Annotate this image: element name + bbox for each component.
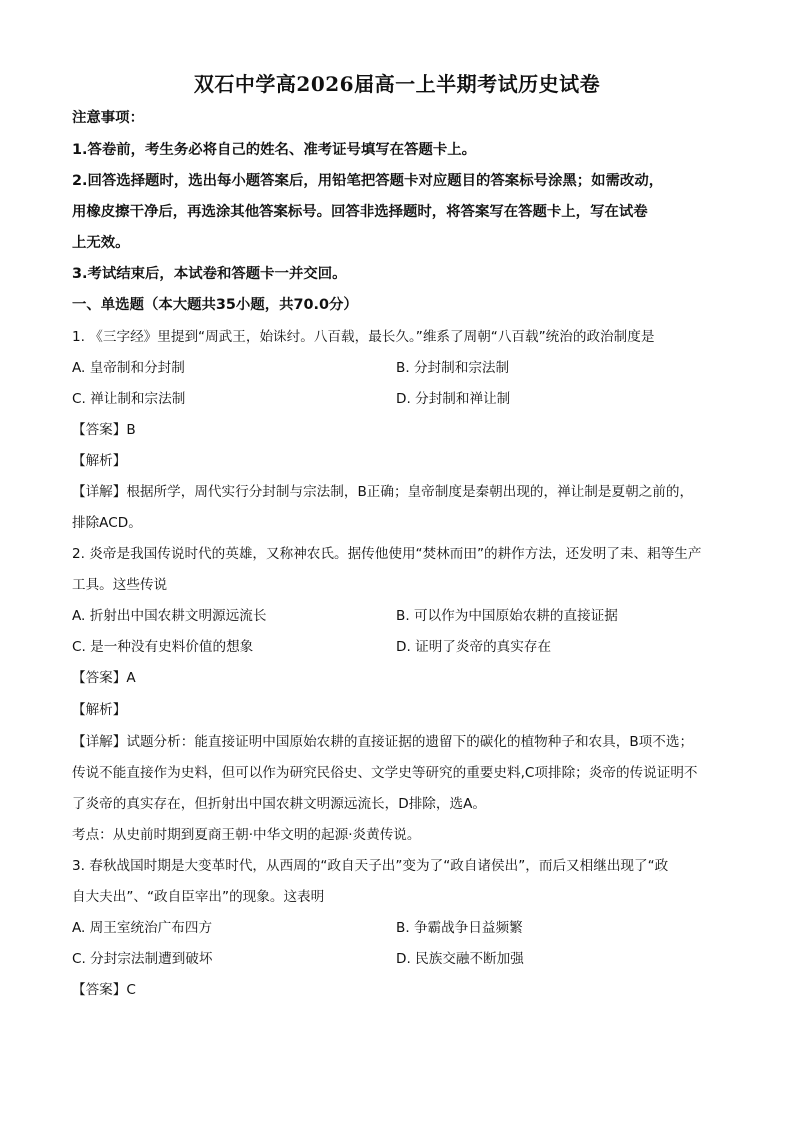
q2-analysis-label: 【解析】: [72, 702, 127, 718]
q2-stem-line-2: 工具。这些传说: [72, 577, 168, 593]
note-1: 1.答卷前，考生务必将自己的姓名、准考证号填写在答题卡上。: [72, 142, 477, 158]
q3-stem-line-2: 自大夫出”、“政自臣宰出”的现象。这表明: [72, 889, 325, 905]
q2-answer: 【答案】A: [72, 670, 136, 686]
q1-answer: 【答案】B: [72, 422, 136, 438]
q1-stem: 1. 《三字经》里提到“周武王，始诛纣。八百载，最长久。”维系了周朝“八百载”统治的政治制度是: [72, 329, 655, 345]
q3-answer: 【答案】C: [72, 982, 136, 998]
q3-option-d: D. 民族交融不断加强: [396, 951, 524, 967]
q3-option-a: A. 周王室统治广布四方: [72, 920, 213, 936]
page-title: 双石中学高2026届高一上半期考试历史试卷: [193, 72, 601, 96]
q2-detail-line-2: 传说不能直接作为史料，但可以作为研究民俗史、文学史等研究的重要史料,C项排除；炎帝的传说证明不: [72, 765, 698, 781]
q1-option-b: B. 分封制和宗法制: [396, 360, 510, 376]
note-3: 3.考试结束后，本试卷和答题卡一并交回。: [72, 266, 347, 282]
q2-option-c: C. 是一种没有史料价值的想象: [72, 639, 254, 655]
q2-option-b: B. 可以作为中国原始农耕的直接证据: [396, 608, 618, 624]
q1-detail-line-1: 【详解】根据所学，周代实行分封制与宗法制，B正确；皇帝制度是秦朝出现的，禅让制是夏朝之前的，: [72, 484, 694, 500]
section-heading: 一、单选题（本大题共35小题，共70.0分）: [72, 297, 358, 313]
q1-option-d: D. 分封制和禅让制: [396, 391, 511, 407]
q1-detail-line-2: 排除ACD。: [72, 515, 142, 531]
q2-stem-line-1: 2. 炎帝是我国传说时代的英雄，又称神农氏。据传他使用“焚林而田”的耕作方法，还发明了耒、耜等生产: [72, 546, 702, 562]
q2-detail-line-3: 了炎帝的真实存在，但折射出中国农耕文明源远流长，D排除，选A。: [72, 796, 486, 812]
q2-kaodian: 考点：从史前时期到夏商王朝·中华文明的起源·炎黄传说。: [72, 827, 421, 843]
q1-option-a: A. 皇帝制和分封制: [72, 360, 185, 376]
note-2-line-1: 2.回答选择题时，选出每小题答案后，用铅笔把答题卡对应题目的答案标号涂黑；如需改动，: [72, 173, 664, 189]
q3-option-c: C. 分封宗法制遭到破坏: [72, 951, 213, 967]
q2-option-d: D. 证明了炎帝的真实存在: [396, 639, 552, 655]
q3-stem-line-1: 3. 春秋战国时期是大变革时代，从西周的“政自天子出”变为了“政自诸侯出”，而后又相继出现了“政: [72, 858, 669, 874]
q3-option-b: B. 争霸战争日益频繁: [396, 920, 523, 936]
q2-detail-line-1: 【详解】试题分析：能直接证明中国原始农耕的直接证据的遗留下的碳化的植物种子和农具，B项不选；: [72, 734, 694, 750]
q2-option-a: A. 折射出中国农耕文明源远流长: [72, 608, 267, 624]
q1-analysis-label: 【解析】: [72, 453, 127, 469]
notes-heading: 注意事项：: [72, 110, 144, 126]
note-2-line-3: 上无效。: [72, 235, 130, 251]
q1-option-c: C. 禅让制和宗法制: [72, 391, 186, 407]
note-2-line-2: 用橡皮擦干净后，再选涂其他答案标号。回答非选择题时，将答案写在答题卡上，写在试卷: [72, 204, 648, 220]
